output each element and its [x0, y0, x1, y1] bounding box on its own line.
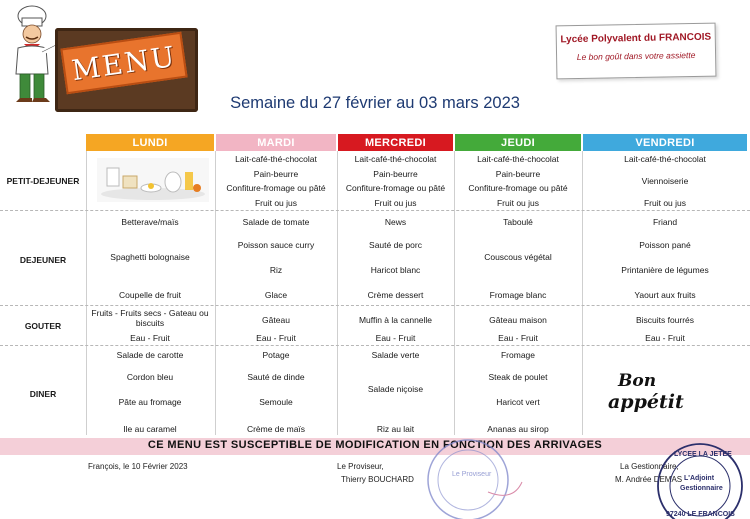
list-item: Salade verte — [371, 350, 420, 360]
menu-sign: MENU — [60, 32, 187, 95]
list-item: Ile au caramel — [123, 424, 177, 434]
list-item: Confiture-fromage ou pâté — [468, 183, 568, 193]
list-item: Biscuits fourrés — [635, 315, 695, 325]
list-item: Couscous végétal — [484, 252, 552, 262]
list-item: Eau - Fruit — [130, 333, 170, 343]
bon-appetit-lettering — [600, 368, 690, 416]
list-item: Ananas au sirop — [487, 424, 549, 434]
stamp-label: Le Proviseur — [452, 471, 492, 478]
list-item: Eau - Fruit — [645, 333, 685, 343]
list-item: Salade niçoise — [367, 384, 424, 394]
list-item: Confiture-fromage ou pâté — [226, 183, 326, 193]
list-item: Potage — [262, 350, 290, 360]
day-header-jeudi: JEUDI — [455, 134, 581, 151]
list-item: Fruit ou jus — [496, 198, 540, 208]
list-item: Spaghetti bolognaise — [110, 252, 190, 262]
list-item: Fruits - Fruits secs - Gateau ou biscuits — [91, 308, 209, 328]
breakfast-image — [97, 158, 209, 202]
week-title: Semaine du 27 février au 03 mars 2023 — [230, 94, 520, 112]
list-item: Coupelle de fruit — [119, 290, 181, 300]
row-divider — [0, 210, 750, 211]
list-item: Lait-café-thé-chocolat — [235, 154, 317, 164]
list-item: Crème dessert — [367, 290, 424, 300]
list-item: Eau - Fruit — [256, 333, 296, 343]
list-item: Sauté de porc — [369, 240, 422, 250]
list-item: Pain-beurre — [253, 169, 299, 179]
school-motto: Le bon goût dans votre assiette — [576, 49, 696, 63]
day-header-mercredi: MERCREDI — [338, 134, 453, 151]
list-item: Haricot blanc — [370, 265, 421, 275]
list-item: Lait-café-thé-chocolat — [477, 154, 559, 164]
list-item: Yaourt aux fruits — [634, 290, 696, 300]
list-item: Steak de poulet — [488, 372, 548, 382]
list-item: Cordon bleu — [126, 372, 174, 382]
list-item: Eau - Fruit — [498, 333, 538, 343]
list-item: Fruit ou jus — [254, 198, 298, 208]
list-item: Gâteau — [262, 315, 290, 325]
list-item: Viennoiserie — [641, 176, 689, 186]
list-item: Printanière de légumes — [621, 265, 709, 275]
list-item: Salade de tomate — [242, 217, 310, 227]
list-item: Muffin à la cannelle — [358, 315, 433, 325]
list-item: Friand — [652, 217, 678, 227]
footer-proviseur-title: Le Proviseur, — [337, 462, 384, 471]
list-item: Glace — [264, 290, 288, 300]
row-divider — [0, 345, 750, 346]
footer-date: François, le 10 Février 2023 — [88, 462, 188, 471]
list-item: Salade de carotte — [116, 350, 184, 360]
list-item: Poisson pané — [639, 240, 691, 250]
footer-gestionnaire-name: M. Andrée DEMAS — [615, 475, 683, 484]
row-label-diner: DINER — [29, 389, 57, 399]
list-item: Pain-beurre — [373, 169, 418, 179]
list-item: Fromage blanc — [489, 290, 547, 300]
row-label-dejeuner: DEJEUNER — [19, 255, 67, 265]
school-card — [556, 23, 717, 80]
appetit-text: appétit — [608, 391, 684, 413]
list-item: Lait-café-thé-chocolat — [354, 154, 437, 164]
stamp-school: LYCEE LA JETEE — [674, 451, 732, 458]
list-item: Sauté de dinde — [247, 372, 305, 382]
list-item: Fruit ou jus — [643, 198, 687, 208]
stamp-role-1: L'Adjoint — [684, 475, 715, 482]
list-item: Crème de maïs — [246, 424, 306, 434]
list-item: Pâte au fromage — [118, 397, 182, 407]
day-header-lundi: LUNDI — [86, 134, 214, 151]
list-item: Riz — [269, 265, 283, 275]
school-name: Lycée Polyvalent du FRANCOIS — [560, 31, 712, 46]
list-item: News — [384, 217, 407, 227]
notice-text: CE MENU EST SUSCEPTIBLE DE MODIFICATION EN FONCTION DES ARRIVAGES — [147, 439, 603, 451]
row-divider — [0, 305, 750, 306]
list-item: Poisson sauce curry — [237, 240, 315, 250]
stamp-role-2: Gestionnaire — [680, 485, 723, 492]
list-item: Confiture-fromage ou pâté — [345, 183, 446, 193]
list-item: Taboulé — [503, 217, 533, 227]
row-label-gouter: GOUTER — [24, 321, 62, 331]
bon-text: Bon — [618, 371, 657, 391]
list-item: Riz au lait — [376, 424, 415, 434]
stamp-town: 97240 LE FRANCOIS — [666, 511, 735, 518]
day-header-vendredi: VENDREDI — [583, 134, 747, 151]
list-item: Eau - Fruit — [375, 333, 416, 343]
list-item: Lait-café-thé-chocolat — [624, 154, 706, 164]
list-item: Semoule — [259, 397, 293, 407]
footer-gestionnaire-title: La Gestionnaire, — [620, 462, 679, 471]
list-item: Fromage — [500, 350, 535, 360]
list-item: Pain-beurre — [495, 169, 541, 179]
gestionnaire-stamp — [640, 440, 750, 519]
row-label-petit-dejeuner: PETIT-DEJEUNER — [6, 176, 80, 186]
list-item: Gâteau maison — [489, 315, 547, 325]
list-item: Haricot vert — [496, 397, 540, 407]
footer-proviseur-name: Thierry BOUCHARD — [341, 475, 414, 484]
day-header-mardi: MARDI — [216, 134, 336, 151]
list-item: Betterave/maïs — [121, 217, 179, 227]
list-item: Fruit ou jus — [374, 198, 417, 208]
proviseur-stamp — [418, 432, 528, 519]
